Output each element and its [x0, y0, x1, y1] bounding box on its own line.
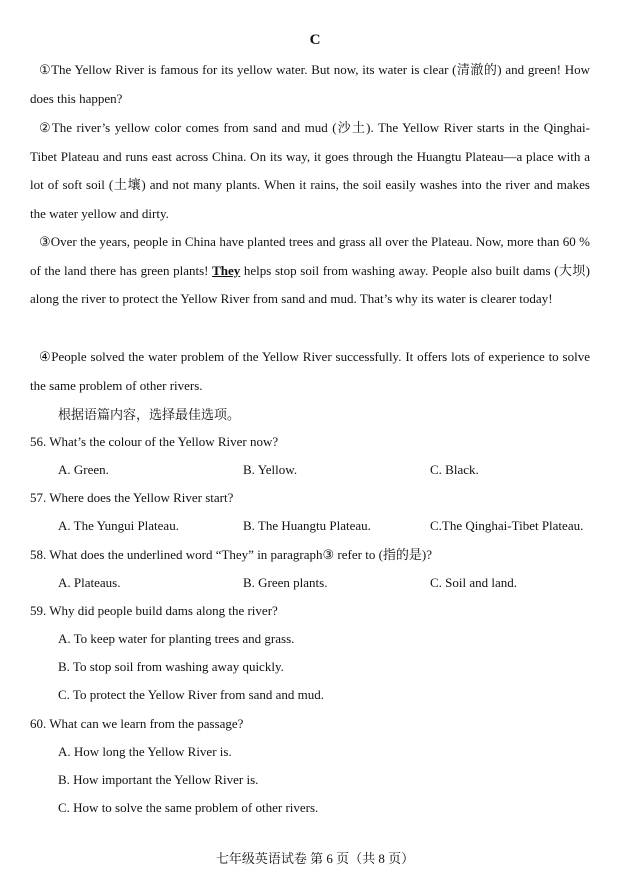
option-60-c[interactable]: C. How to solve the same problem of other rivers.	[58, 800, 319, 815]
option-57-a[interactable]: A. The Yungui Plateau.	[58, 518, 179, 533]
paragraph-3	[30, 228, 590, 314]
option-60-b[interactable]: B. How important the Yellow River is.	[58, 772, 259, 787]
question-57-stem: 57. Where does the Yellow River start?	[30, 490, 234, 505]
instruction: 根据语篇内容，选择最佳选项。	[58, 407, 241, 422]
question-59-stem: 59. Why did people build dams along the river?	[30, 603, 278, 618]
page-footer: 七年级英语试卷 第 6 页（共 8 页）	[215, 851, 415, 866]
paragraph-1: ①The Yellow River is famous for its yellow water. But now, its water is clear (清澈的) and green! How does this happen?	[30, 62, 590, 106]
question-58-stem: 58. What does the underlined word “They” in paragraph③ refer to (指的是)?	[30, 547, 432, 562]
option-58-c[interactable]: C. Soil and land.	[430, 575, 518, 590]
paragraph-4: ④People solved the water problem of the Yellow River successfully. It offers lots of experience to solve the same problem of other rivers.	[30, 349, 590, 393]
section-title: C	[309, 32, 321, 48]
option-60-a[interactable]: A. How long the Yellow River is.	[58, 744, 232, 759]
paragraph-3-text-after: helps stop soil from washing away. People also built dams (大坝) along the river to protect the Yellow River from sand and mud. That’s why its water is clearer today!	[30, 262, 591, 307]
option-58-a[interactable]: A. Plateaus.	[58, 575, 121, 590]
option-56-c[interactable]: C. Black.	[430, 462, 479, 477]
option-57-b[interactable]: B. The Huangtu Plateau.	[243, 518, 371, 533]
paragraph-2: ②The river’s yellow color comes from sand and mud (沙土). The Yellow River starts in the Qinghai-Tibet Plateau and runs east across China. On its way, it goes through the Huangtu Plateau—a place with a lot of soft soil (土壤) and not many plants. When it rains, the soil easily washes into the river and makes the water yellow and dirty.	[30, 120, 590, 221]
underlined-word-they: They	[212, 262, 241, 278]
option-58-b[interactable]: B. Green plants.	[243, 575, 328, 590]
question-60-stem: 60. What can we learn from the passage?	[30, 716, 244, 731]
option-59-a[interactable]: A. To keep water for planting trees and grass.	[58, 631, 295, 646]
option-56-a[interactable]: A. Green.	[58, 462, 109, 477]
option-59-c[interactable]: C. To protect the Yellow River from sand and mud.	[58, 687, 325, 702]
option-57-c[interactable]: C.The Qinghai-Tibet Plateau.	[430, 518, 584, 533]
option-59-b[interactable]: B. To stop soil from washing away quickly.	[58, 659, 284, 674]
paragraph-3-text-before: ③Over the years, people in China have planted trees and grass all over the Plateau. Now, more than 60 % of the land there has green plants!	[30, 234, 590, 278]
question-56-stem: 56. What’s the colour of the Yellow River now?	[30, 434, 279, 449]
option-56-b[interactable]: B. Yellow.	[243, 462, 298, 477]
